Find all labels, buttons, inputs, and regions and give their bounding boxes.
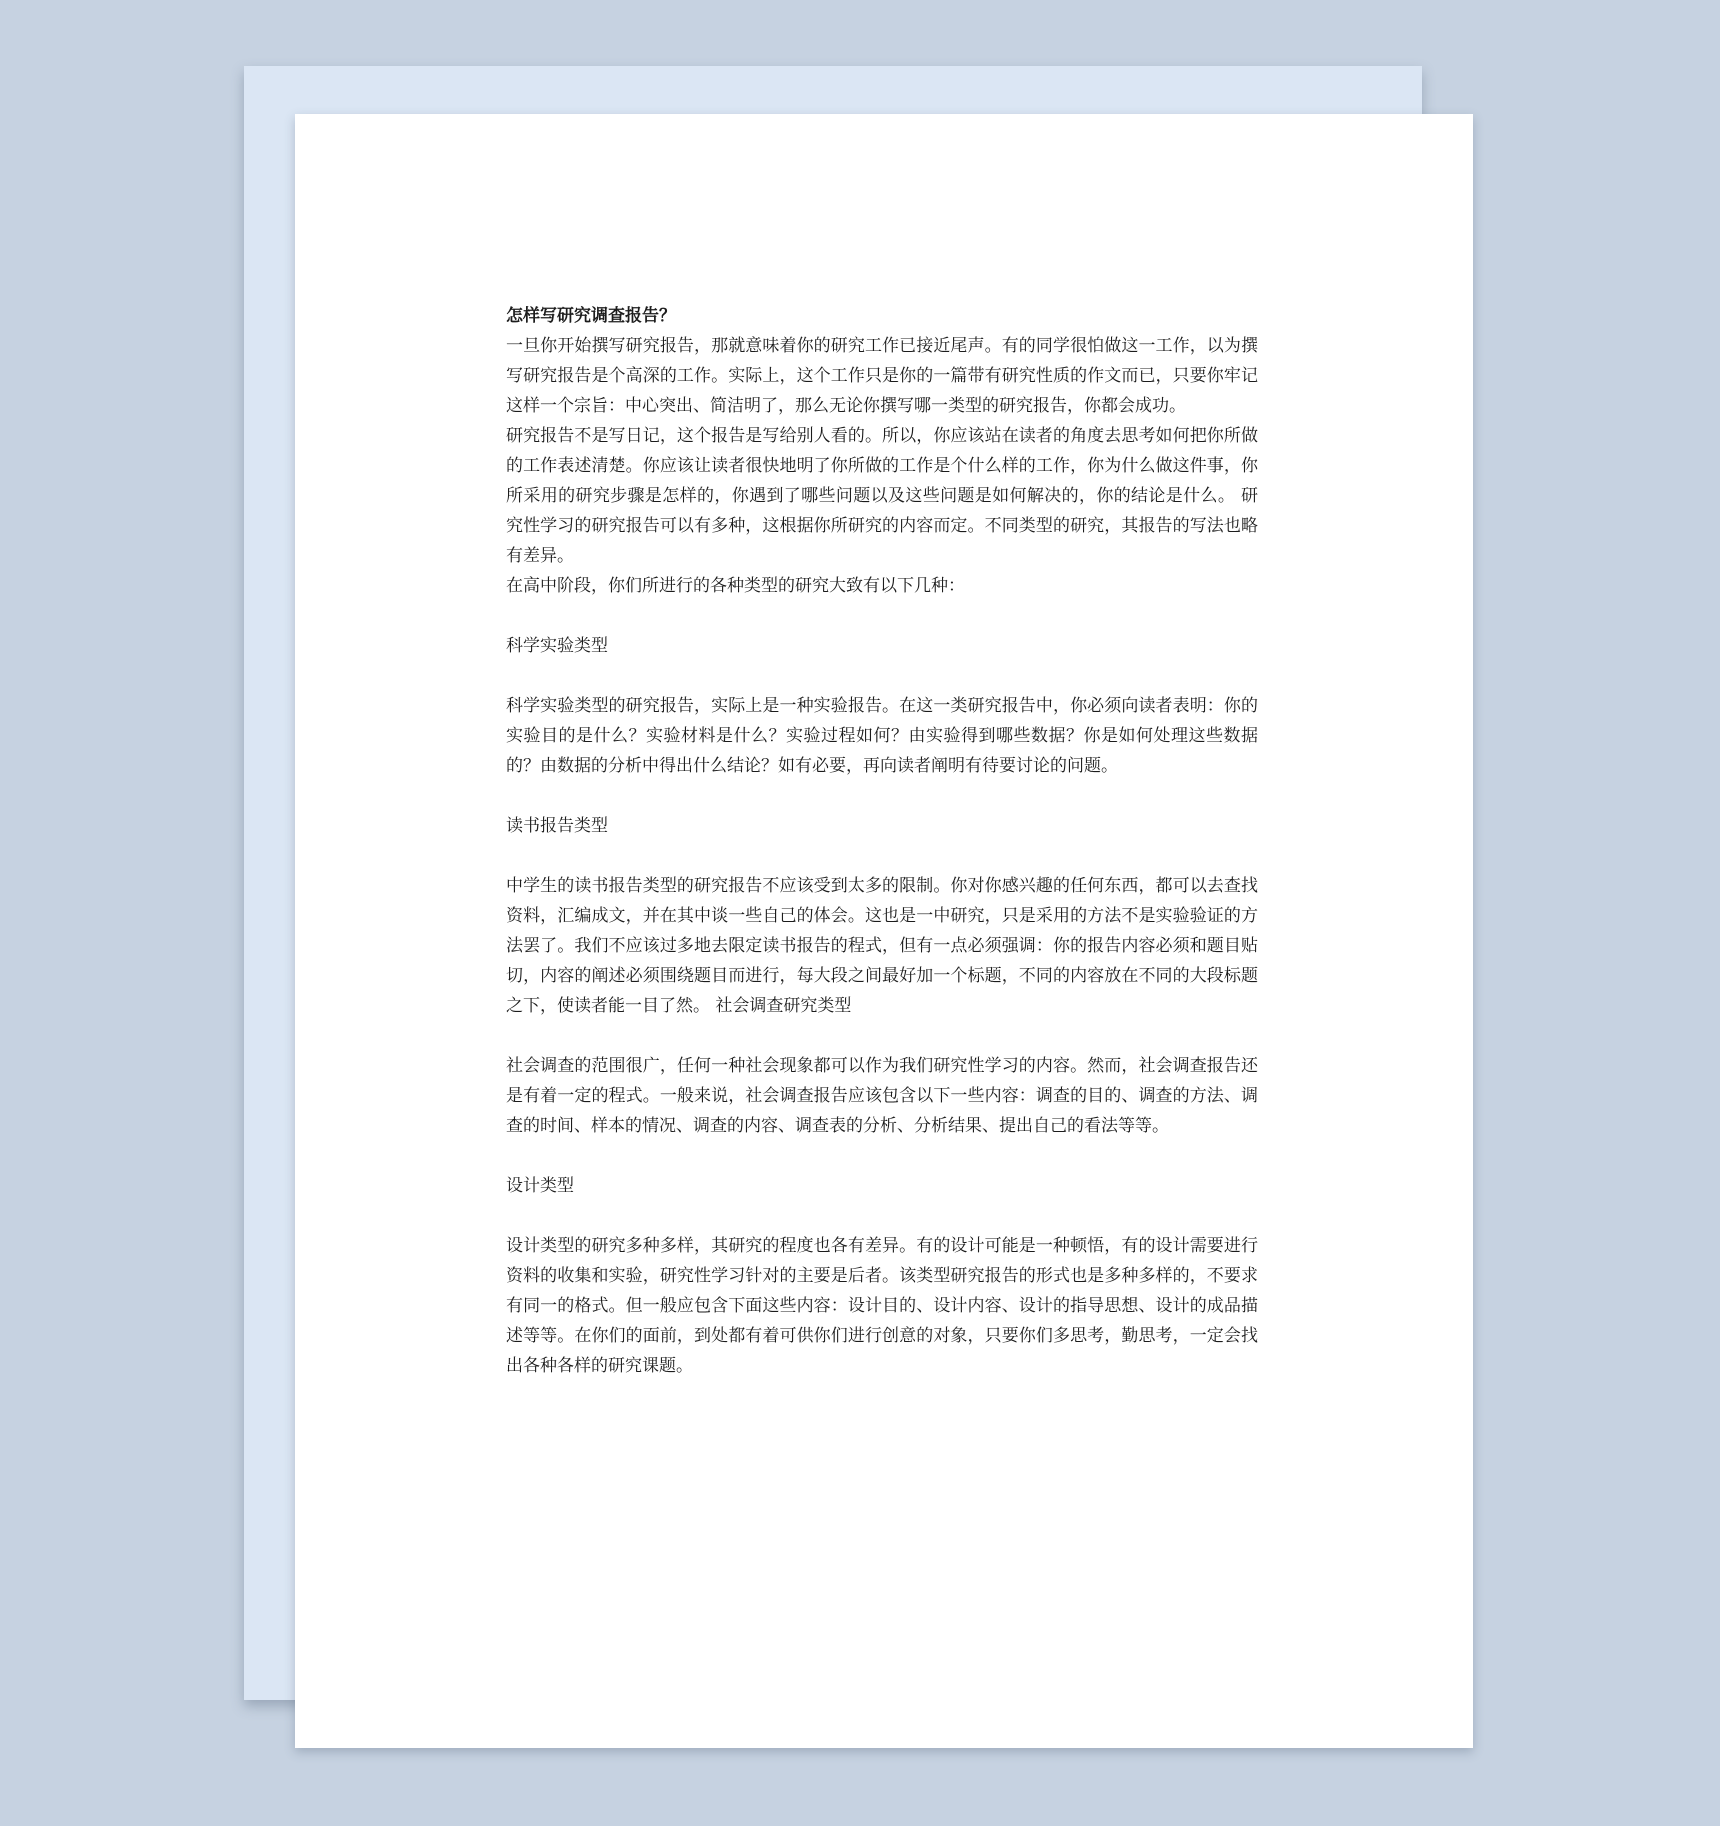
document-title: 怎样写研究调查报告？: [506, 306, 676, 326]
intro-paragraph-2: 研究报告不是写日记，这个报告是写给别人看的。所以，你应该站在读者的角度去思考如何把你所做的工作表述清楚。你应该让读者很快地明了你所做的工作是个什么样的工作，你为什么做这件事，你所采用的研究步骤是怎样的，你遇到了哪些问题以及这些问题是如何解决的，你的结论是什么。 研究性学习的研究报告可以有多种，这根据你所研究的内容而定。不同类型的研究，其报告的写法也略有差异。: [506, 426, 1258, 566]
section-body-science-experiment: 科学实验类型的研究报告，实际上是一种实验报告。在这一类研究报告中，你必须向读者表明：你的实验目的是什么？实验材料是什么？实验过程如何？由实验得到哪些数据？你是如何处理这些数据的？由数据的分析中得出什么结论？如有必要，再向读者阐明有待要讨论的问题。: [506, 696, 1258, 776]
section-heading-design: 设计类型: [506, 1176, 574, 1196]
intro-paragraph-1: 一旦你开始撰写研究报告，那就意味着你的研究工作已接近尾声。有的同学很怕做这一工作，以为撰写研究报告是个高深的工作。实际上，这个工作只是你的一篇带有研究性质的作文而已，只要你牢记这样一个宗旨：中心突出、简洁明了，那么无论你撰写哪一类型的研究报告，你都会成功。: [506, 336, 1258, 416]
section-body-design: 设计类型的研究多种多样，其研究的程度也各有差异。有的设计可能是一种顿悟，有的设计需要进行资料的收集和实验，研究性学习针对的主要是后者。该类型研究报告的形式也是多种多样的，不要求有同一的格式。但一般应包含下面这些内容：设计目的、设计内容、设计的指导思想、设计的成品描述等等。在你们的面前，到处都有着可供你们进行创意的对象，只要你们多思考，勤思考，一定会找出各种各样的研究课题。: [506, 1236, 1258, 1376]
section-heading-science-experiment: 科学实验类型: [506, 636, 608, 656]
section-body-reading-report: 中学生的读书报告类型的研究报告不应该受到太多的限制。你对你感兴趣的任何东西，都可以去查找资料，汇编成文，并在其中谈一些自己的体会。这也是一中研究，只是采用的方法不是实验验证的方法罢了。我们不应该过多地去限定读书报告的程式，但有一点必须强调：你的报告内容必须和题目贴切，内容的阐述必须围绕题目而进行，每大段之间最好加一个标题，不同的内容放在不同的大段标题之下，使读者能一目了然。 社会调查研究类型: [506, 876, 1258, 1016]
section-heading-reading-report: 读书报告类型: [506, 816, 608, 836]
document-content: [506, 301, 1258, 1381]
document-page: [295, 114, 1473, 1748]
section-body-social-survey: 社会调查的范围很广，任何一种社会现象都可以作为我们研究性学习的内容。然而，社会调查报告还是有着一定的程式。一般来说，社会调查报告应该包含以下一些内容：调查的目的、调查的方法、调查的时间、样本的情况、调查的内容、调查表的分析、分析结果、提出自己的看法等等。: [506, 1056, 1258, 1136]
intro-paragraph-3: 在高中阶段，你们所进行的各种类型的研究大致有以下几种：: [506, 576, 965, 596]
